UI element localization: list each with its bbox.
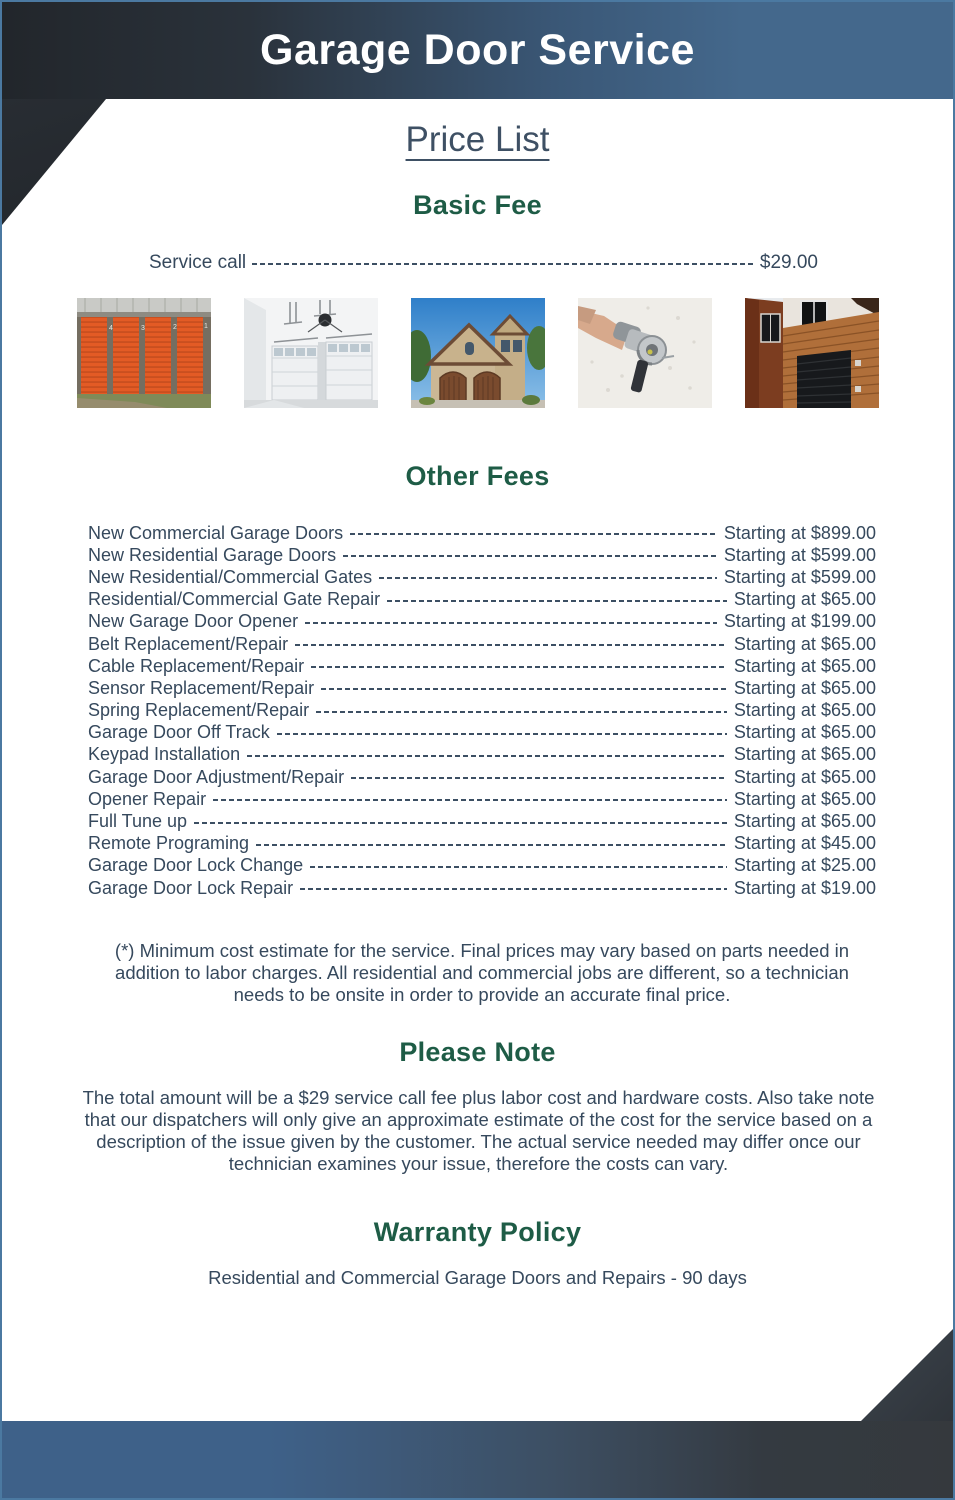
dash-leader: [321, 688, 727, 690]
fee-row: [88, 744, 876, 766]
content-area: [2, 99, 953, 1289]
fee-label: Keypad Installation: [88, 744, 241, 765]
fee-label: Garage Door Adjustment/Repair: [88, 766, 345, 787]
warranty-policy-heading: Warranty Policy: [373, 1217, 582, 1248]
svg-text:2: 2: [172, 324, 177, 331]
dash-leader: [247, 755, 727, 757]
fee-price: Starting at $65.00: [733, 788, 876, 809]
svg-text:3: 3: [140, 325, 145, 332]
dash-leader: [256, 844, 727, 846]
dash-leader: [343, 555, 717, 557]
fee-price: Starting at $25.00: [733, 855, 876, 876]
disclaimer-note: (*) Minimum cost estimate for the service. Final prices may vary based on parts needed in addition to labor charges. All residential and commercial jobs are different, so a technician needs to be onsite in order to provide an accurate final price.: [114, 940, 850, 1006]
header-banner: [2, 2, 953, 99]
please-note-heading: Please Note: [399, 1037, 556, 1068]
fee-row: [88, 589, 876, 611]
dash-leader: [252, 263, 754, 265]
fee-price: Starting at $65.00: [733, 589, 876, 610]
fee-row: [88, 611, 876, 633]
dash-leader: [379, 577, 717, 579]
fee-row: [88, 633, 876, 655]
svg-text:1: 1: [203, 323, 208, 330]
fee-row: [88, 788, 876, 810]
fee-label: Cable Replacement/Repair: [88, 655, 305, 676]
fee-row: [88, 677, 876, 699]
residential-garage-photo: [411, 298, 545, 408]
basic-fee-heading: Basic Fee: [413, 190, 542, 220]
fee-label: Residential/Commercial Gate Repair: [88, 589, 381, 610]
fee-label: Garage Door Lock Repair: [88, 877, 294, 898]
fee-price: Starting at $65.00: [733, 655, 876, 676]
dash-leader: [351, 777, 727, 779]
fee-label: New Garage Door Opener: [88, 611, 299, 632]
fee-price: Starting at $65.00: [733, 677, 876, 698]
service-call-label: Service call: [149, 252, 247, 273]
modern-garage-photo: [745, 298, 879, 408]
fee-row: [88, 700, 876, 722]
fee-label: Belt Replacement/Repair: [88, 633, 289, 654]
fee-price: Starting at $65.00: [733, 744, 876, 765]
fee-label: Opener Repair: [88, 788, 207, 809]
dash-leader: [316, 711, 727, 713]
fee-label: Spring Replacement/Repair: [88, 700, 310, 721]
garage-interior-photo: [244, 298, 378, 408]
fee-label: Sensor Replacement/Repair: [88, 677, 315, 698]
fee-label: New Residential/Commercial Gates: [88, 566, 373, 587]
fee-row: [88, 766, 876, 788]
fee-price: Starting at $19.00: [733, 877, 876, 898]
fee-label: Garage Door Off Track: [88, 722, 270, 743]
bottom-right-corner-wedge: [861, 1329, 953, 1421]
installation-work-photo: [578, 298, 712, 408]
svg-text:4: 4: [108, 325, 113, 332]
dash-leader: [305, 622, 717, 624]
dash-leader: [350, 533, 717, 535]
page-title: Garage Door Service: [260, 26, 695, 74]
photo-strip: [2, 298, 953, 408]
fee-row: [88, 544, 876, 566]
service-call-row: [149, 252, 818, 274]
price-list-subtitle: Price List: [405, 120, 550, 159]
dash-leader: [311, 666, 727, 668]
warranty-policy-text: Residential and Commercial Garage Doors and Repairs - 90 days: [208, 1267, 747, 1289]
fee-label: Garage Door Lock Change: [88, 855, 304, 876]
dash-leader: [295, 644, 727, 646]
storage-units-photo: [77, 298, 211, 408]
footer-banner: [2, 1421, 953, 1498]
fee-price: Starting at $199.00: [723, 611, 876, 632]
dash-leader: [300, 888, 727, 890]
fee-label: New Commercial Garage Doors: [88, 522, 344, 543]
dash-leader: [194, 822, 727, 824]
service-call-price: $29.00: [759, 252, 818, 273]
fee-label: New Residential Garage Doors: [88, 544, 337, 565]
dash-leader: [213, 799, 727, 801]
other-fees-list: [88, 522, 876, 899]
fee-price: Starting at $65.00: [733, 766, 876, 787]
fee-price: Starting at $65.00: [733, 722, 876, 743]
fee-row: [88, 877, 876, 899]
fee-row: [88, 655, 876, 677]
fee-price: Starting at $599.00: [723, 566, 876, 587]
dash-leader: [310, 866, 727, 868]
fee-price: Starting at $599.00: [723, 544, 876, 565]
fee-price: Starting at $45.00: [733, 833, 876, 854]
fee-row: [88, 566, 876, 588]
fee-row: [88, 722, 876, 744]
fee-label: Full Tune up: [88, 811, 188, 832]
fee-row: [88, 855, 876, 877]
dash-leader: [277, 733, 727, 735]
other-fees-heading: Other Fees: [405, 461, 550, 491]
fee-row: [88, 522, 876, 544]
dash-leader: [387, 600, 727, 602]
fee-price: Starting at $65.00: [733, 700, 876, 721]
fee-price: Starting at $899.00: [723, 522, 876, 543]
fee-price: Starting at $65.00: [733, 811, 876, 832]
fee-row: [88, 833, 876, 855]
fee-row: [88, 810, 876, 832]
please-note-text: The total amount will be a $29 service call fee plus labor cost and hardware costs. Also take note that our dispatchers will only give an approximate estimate of the cost for the service based on a description of the issue given by the customer. The actual service needed may differ once our technician examines your issue, therefore the costs can vary.: [82, 1087, 875, 1175]
fee-price: Starting at $65.00: [733, 633, 876, 654]
fee-label: Remote Programing: [88, 833, 250, 854]
